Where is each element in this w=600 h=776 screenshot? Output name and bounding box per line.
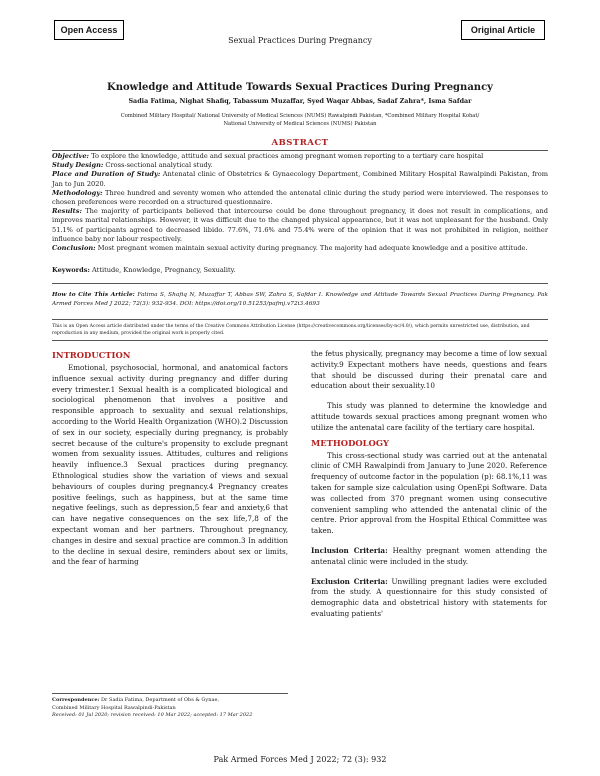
results-label: Results: [52, 207, 82, 216]
correspondence-author: Dr Sadia Fatima, Department of Obs & Gynae, [99, 697, 219, 703]
methodology-label: Methodology: [52, 188, 103, 197]
abstract-methodology [52, 189, 548, 207]
abstract-objective [52, 152, 548, 161]
keywords-rule [52, 283, 548, 284]
methodology-heading: METHODOLOGY [311, 437, 389, 448]
citation [52, 291, 548, 308]
page-footer: Pak Armed Forces Med J 2022; 72 (3): 932 [213, 755, 387, 764]
keywords [52, 266, 548, 274]
exclusion-criteria [311, 577, 547, 620]
affiliation-line-2: National University of Medical Sciences (NUMS) Pakistan [223, 121, 377, 127]
license-notice: This is an Open Access article distributed under the terms of the Creative Commons Attribution License (https://creativecommons.org/licenses/by-nc/4.0/), which permits unrestricted use, distribution, and reproduction in any medium, provided the original work is properly cited. [52, 324, 530, 337]
correspondence-label: Correspondence: [52, 697, 100, 703]
abstract-heading: ABSTRACT [271, 138, 329, 148]
right-column [311, 349, 547, 620]
abstract-conclusion [52, 244, 548, 253]
affiliations [60, 112, 540, 128]
introduction-heading: INTRODUCTION [52, 350, 131, 360]
inclusion-criteria [311, 546, 547, 568]
objective-text: To explore the knowledge, attitude and sexual practices among pregnant women reporting to a tertiary care hospital [88, 152, 484, 160]
methodology-text: Three hundred and seventy women who attended the antenatal clinic during the study period were interviewed. The responses to chosen preferences were recorded on a structured questionnaire. [52, 188, 548, 207]
conclusion-text: Most pregnant women maintain sexual activity during pregnancy. The majority had adequate knowledge and a positive attitude. [95, 244, 528, 253]
exclusion-text: Unwilling pregnant ladies were excluded from the study. A questionnaire for this study consisted of demographic data and obstetrical history with statements for evaluating patients' [311, 576, 548, 618]
inclusion-text: Healthy pregnant women attending the antenatal clinic were included in the study. [311, 545, 548, 566]
affiliation-line-1: Combined Military Hospital/ National University of Medical Sciences (NUMS) Rawalpindi Pakistan, *Combined Military Hospital Kohat/ [120, 113, 480, 119]
abstract-design [52, 161, 548, 170]
correspondence [52, 697, 288, 720]
citation-label: How to Cite This Article: [52, 292, 135, 298]
conclusion-label: Conclusion: [52, 244, 96, 253]
place-text: Antenatal clinic of Obstetrics & Gynaecology Department, Combined Military Hospital Rawalpindi Pakistan, from Jan to Jun 2020. [52, 170, 548, 188]
license-top-rule [52, 319, 548, 320]
left-column [52, 349, 288, 568]
objective-label: Objective: [52, 152, 89, 160]
design-text: Cross-sectional analytical study. [103, 161, 213, 170]
citation-text: Fatima S, Shafiq N, Muzaffar T, Abbas SW, Zahra S, Safdar I. Knowledge and Attitude Towards Sexual Practices During Pregnancy. Pak Armed Forces Med J 2022; 72(3): 932-934. DOI: https://doi.org/10.51253/pafmj.v72i3.4693 [52, 292, 548, 307]
correspondence-rule [52, 693, 288, 694]
abstract-top-rule [52, 150, 548, 151]
abstract-body [52, 152, 548, 253]
open-access-badge: Open Access [54, 20, 124, 40]
results-text: The majority of participants believed that intercourse could be done throughout pregnancy, it does not result in complications, and improves marital relationships. However, it was difficult due to the changed physical appearance, but it was not unpleasant for the husband. Only 51.1% of participants agreed to decreased libido. 77.6%, 71.6% and 75.4% were of the opinion that it was not prohibited in religion, neither influence baby nor labour respectively. [52, 207, 548, 243]
author-list: Sadia Fatima, Nighat Shafiq, Tabassum Muzaffar, Syed Waqar Abbas, Sadaf Zahra*, Isma Safdar [128, 97, 472, 105]
methodology-paragraph-1: This cross-sectional study was carried out at the antenatal clinic of CMH Rawalpindi from January to June 2020. Reference frequency of outcome factor in the population (p): 68.1%,11 was taken for sample size calculation using OpenEpi Software. Data was collected from 370 pregnant women using consecutive convenient sampling who attended the antenatal clinic of the centre. Prior approval from the Hospital Ethical Committee was taken. [311, 450, 547, 536]
correspondence-line-2: Combined Military Hospital Rawalpindi-Pakistan [52, 704, 176, 711]
inclusion-label: Inclusion Criteria: [311, 545, 388, 555]
design-label: Study Design: [52, 161, 104, 170]
running-title: Sexual Practices During Pregnancy [228, 36, 372, 45]
abstract-results [52, 207, 548, 244]
introduction-paragraph-1-continued: the fetus physically, pregnancy may become a time of low sexual activity.9 Expectant mothers have needs, questions and fears that should be discussed during their prenatal care and education about their sexuality.10 [311, 349, 547, 391]
article-title: Knowledge and Attitude Towards Sexual Practices During Pregnancy [107, 82, 493, 93]
article-type-badge: Original Article [461, 20, 545, 40]
correspondence-line-1 [52, 697, 288, 705]
place-label: Place and Duration of Study: [52, 170, 161, 179]
abstract-place [52, 170, 548, 188]
exclusion-label: Exclusion Criteria: [311, 576, 388, 586]
introduction-paragraph-2: This study was planned to determine the knowledge and attitude towards sexual practices among pregnant women who utilize the antenatal care facility of the tertiary care hospital. [311, 401, 547, 432]
article-dates: Received: 01 Jul 2020; revision received: 10 Mar 2022; accepted: 17 Mar 2022 [52, 712, 253, 719]
introduction-paragraph-1: Emotional, psychosocial, hormonal, and anatomical factors influence sexual activity during pregnancy and differ during every trimester.1 Sexual health is a complicated biological and sociological phenomenon that involves a positive and responsible approach to sexuality and sexual relationships, according to the World Health Organization (WHO).2 Discussion of sex in our society, especially during pregnancy, is probably secret because of the culture's propensity to exclude pregnant women from sexuality issues. Attitudes, cultures and religions heavily influence.3 Sexual practices during pregnancy. Ethnological studies show the variation of views and sexual behaviours of couples during pregnancy.4 Pregnancy creates positive feelings, such as happiness, but at the same time negative feelings, such as depression,5 fear and anxiety,6 that can have negative consequences on the sex life,7,8 of the expectant woman and her partners. Throughout pregnancy, changes in desire and sexual practice are common.3 In addition to the decline in sexual desire, reminders about sex or limits, and the fear of harming [52, 363, 288, 567]
keywords-text: Attitude, Knowledge, Pregnancy, Sexuality. [89, 266, 236, 274]
keywords-label: Keywords: [52, 266, 90, 274]
license-bottom-rule [52, 340, 548, 341]
